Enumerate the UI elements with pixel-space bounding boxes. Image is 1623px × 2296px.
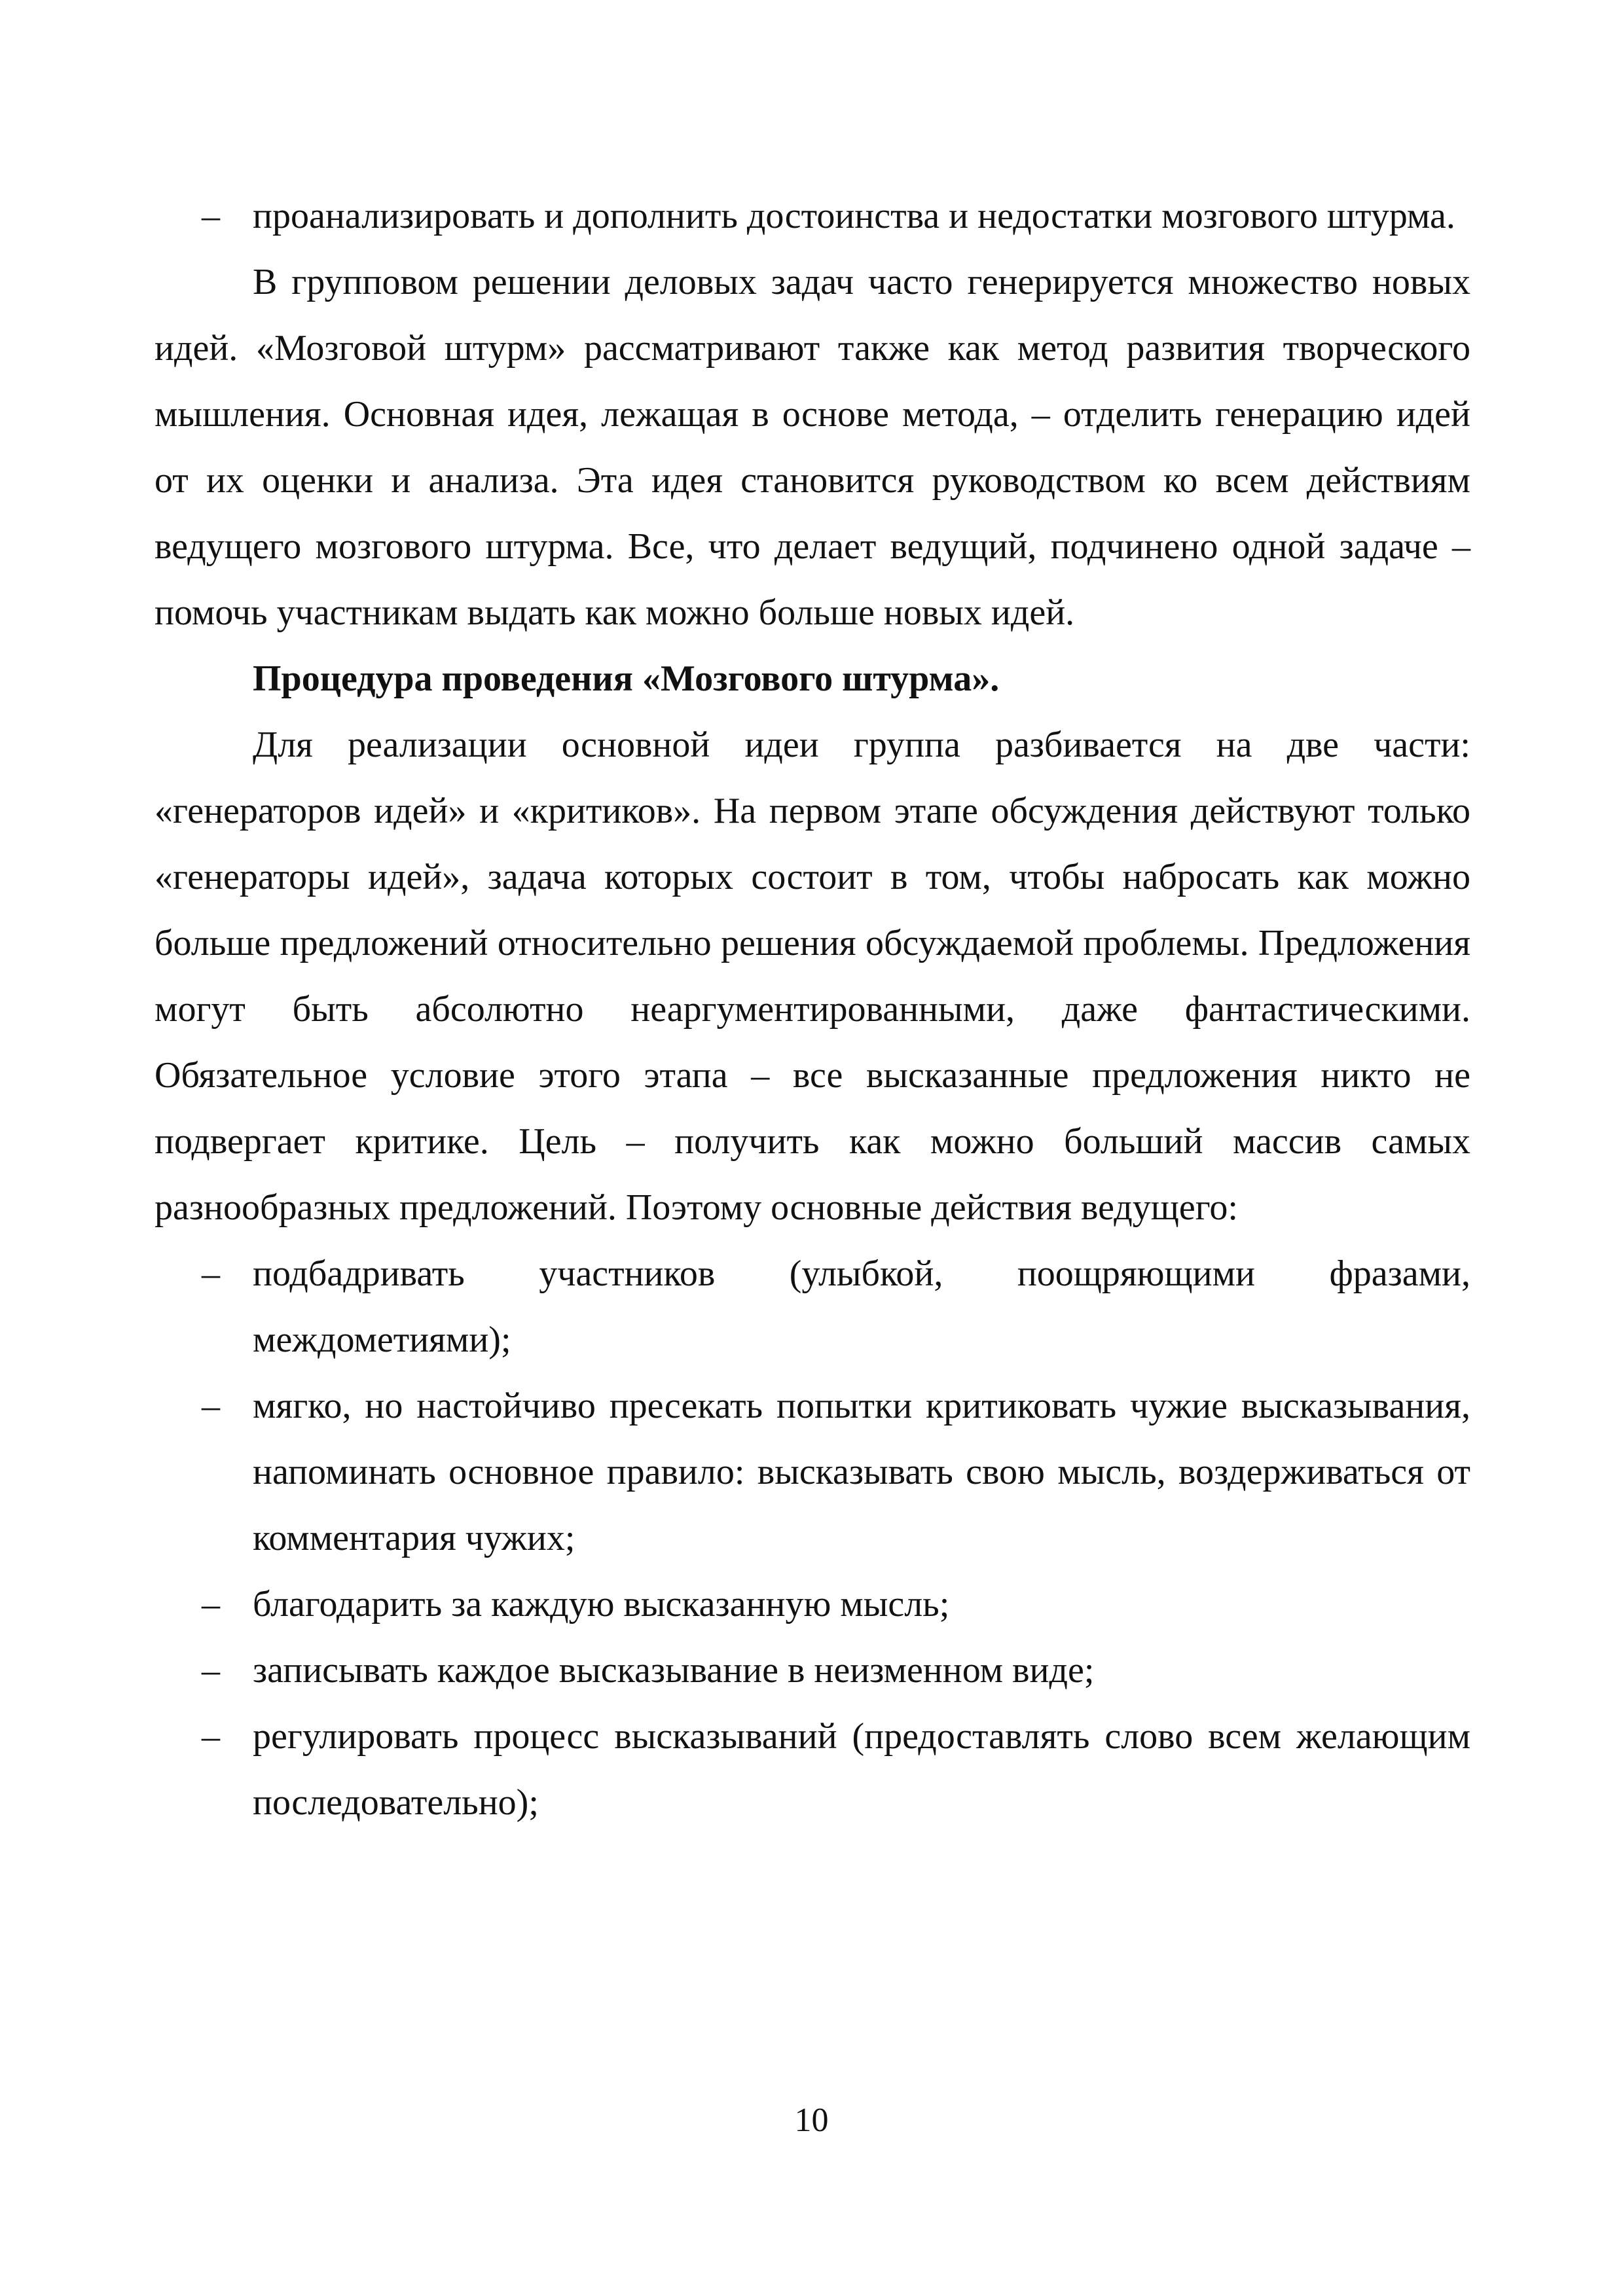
paragraph-brainstorm-intro: В групповом решении деловых задач часто генерируется множество новых идей. «Мозговой штурм» рассматривают также как метод развития творческого мышления. Основная идея, лежащая в основе метода, – отделить генерацию идей от их оценки и анализа. Эта идея становится руководством ко всем действиям ведущего мозгового штурма. Все, что делает ведущий, подчинено одной задаче – помочь участникам выдать как можно больше новых идей. [155,262,1470,633]
list-item [155,1704,1470,1836]
dash-bullet: – [202,1386,220,1426]
list-item [155,1241,1470,1373]
list-item [155,183,1470,249]
section-heading: Процедура проведения «Мозгового штурма». [253,658,1000,699]
list-item [155,1373,1470,1571]
list-item-text: благодарить за каждую высказанную мысль; [253,1584,950,1624]
dash-bullet: – [202,1253,220,1294]
list-item-text: регулировать процесс высказываний (предоставлять слово всем желающим последовательно); [253,1716,1470,1823]
list-item-text: проанализировать и дополнить достоинства и недостатки мозгового штурма. [253,196,1455,236]
top-list [155,183,1470,249]
dash-bullet: – [202,1716,220,1757]
list-item-text: записывать каждое высказывание в неизменном виде; [253,1650,1095,1691]
list-item [155,1638,1470,1704]
page-content [155,183,1470,1836]
list-item [155,1571,1470,1638]
page-number: 10 [794,2102,829,2139]
dash-bullet: – [202,1584,220,1624]
list-item-text: мягко, но настойчиво пресекать попытки критиковать чужие высказывания, напоминать основное правило: высказывать свою мысль, воздерживаться от комментария чужих; [253,1386,1470,1558]
moderator-actions-list [155,1241,1470,1836]
dash-bullet: – [202,196,220,236]
list-item-text: подбадривать участников (улыбкой, поощряющими фразами, междометиями); [253,1253,1470,1360]
dash-bullet: – [202,1650,220,1691]
paragraph-procedure: Для реализации основной идеи группа разбивается на две части: «генераторов идей» и «критиков». На первом этапе обсуждения действуют только «генераторы идей», задача которых состоит в том, чтобы набросать как можно больше предложений относительно решения обсуждаемой проблемы. Предложения могут быть абсолютно неаргументированными, даже фантастическими. Обязательное условие этого этапа – все высказанные предложения никто не подвергает критике. Цель – получить как можно больший массив самых разнообразных предложений. Поэтому основные действия ведущего: [155,725,1470,1228]
